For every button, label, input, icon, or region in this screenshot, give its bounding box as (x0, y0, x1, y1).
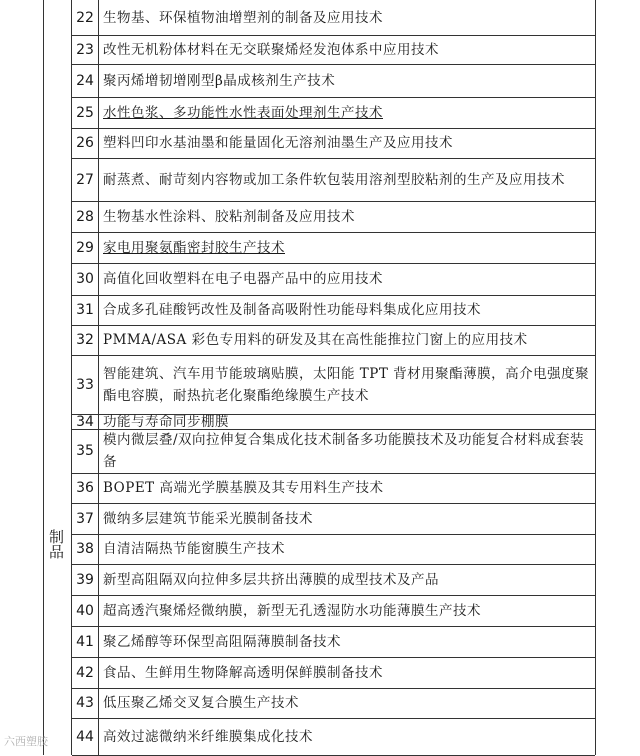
table-row (72, 158, 595, 202)
row-text-cell (99, 295, 595, 325)
table-row (72, 295, 595, 326)
row-text: 改性无机粉体材料在无交联聚烯烃发泡体系中应用技术 (103, 41, 439, 58)
table-row (72, 201, 595, 233)
row-number: 23 (72, 35, 99, 64)
row-text: 合成多孔硅酸钙改性及制备高吸附性功能母料集成化应用技术 (103, 302, 481, 318)
row-number: 43 (72, 688, 99, 718)
row-number: 34 (72, 414, 99, 429)
category-label: 制品 (47, 529, 65, 559)
row-text-cell (99, 503, 595, 534)
row-text-cell (99, 473, 595, 503)
row-text-cell (99, 414, 595, 429)
row-text-cell (99, 657, 595, 688)
table-row (72, 325, 595, 356)
table-row (72, 232, 595, 264)
table-row (72, 595, 595, 627)
row-text: 新型高阻隔双向拉伸多层共挤出薄膜的成型技术及产品 (103, 571, 439, 588)
row-text: 自清洁隔热节能窗膜生产技术 (103, 541, 285, 557)
row-number: 37 (72, 503, 99, 534)
row-text: 聚乙烯醇等环保型高阻隔薄膜制备技术 (103, 633, 341, 650)
row-number: 41 (72, 626, 99, 657)
row-text-cell (99, 232, 595, 263)
table-row (72, 657, 595, 689)
row-number: 29 (72, 232, 99, 263)
table-row (72, 97, 595, 129)
row-text: 高效过滤微纳米纤维膜集成化技术 (103, 728, 313, 745)
row-number: 33 (72, 355, 99, 414)
row-number: 35 (72, 429, 99, 473)
row-text-cell (99, 688, 595, 718)
row-text-cell (99, 263, 595, 295)
row-text: 耐蒸煮、耐苛刻内容物或加工条件软包装用溶剂型胶粘剂的生产及应用技术 (103, 171, 565, 188)
row-text-cell (99, 429, 595, 473)
row-text: 生物基、环保植物油增塑剂的制备及应用技术 (103, 9, 383, 26)
row-text-cell (99, 718, 595, 755)
row-text: 家电用聚氨酯密封胶生产技术 (103, 239, 285, 256)
row-text-cell (99, 64, 595, 97)
row-text-cell (99, 201, 595, 232)
table-row (72, 626, 595, 658)
row-text: 高值化回收塑料在电子电器产品中的应用技术 (103, 271, 383, 287)
table-row (72, 534, 595, 565)
row-number: 40 (72, 595, 99, 626)
row-number: 42 (72, 657, 99, 688)
row-text-cell (99, 325, 595, 355)
row-number: 28 (72, 201, 99, 232)
row-text: 模内微层叠/双向拉伸复合集成化技术制备多功能膜技术及功能复合材料成套装备 (103, 432, 585, 470)
table-row (72, 718, 595, 756)
row-number: 32 (72, 325, 99, 355)
table-row (72, 414, 595, 430)
row-text-cell (99, 564, 595, 595)
row-text: 水性色浆、多功能性水性表面处理剂生产技术 (103, 104, 383, 121)
table-row (72, 429, 595, 474)
row-text: 生物基水性涂料、胶粘剂制备及应用技术 (103, 208, 355, 225)
table-row (72, 263, 595, 296)
row-number: 24 (72, 64, 99, 97)
row-text-cell (99, 534, 595, 564)
table (43, 0, 596, 755)
row-text: 超高透汽聚烯烃微纳膜，新型无孔透湿防水功能薄膜生产技术 (103, 602, 481, 619)
category-column (44, 0, 72, 755)
table-row (72, 503, 595, 535)
row-number: 44 (72, 718, 99, 755)
row-text: 低压聚乙烯交叉复合膜生产技术 (103, 695, 299, 711)
table-row (72, 564, 595, 596)
row-number: 36 (72, 473, 99, 503)
row-text: 功能与寿命同步棚膜 (103, 413, 229, 430)
row-number: 30 (72, 263, 99, 295)
table-row (72, 128, 595, 159)
row-text: 食品、生鲜用生物降解高透明保鲜膜制备技术 (103, 664, 383, 681)
row-number: 38 (72, 534, 99, 564)
row-number: 39 (72, 564, 99, 595)
row-text-cell (99, 158, 595, 201)
watermark: 六西塑胶 (4, 735, 48, 748)
table-row (72, 688, 595, 719)
table-row (72, 0, 595, 36)
table-row (72, 35, 595, 65)
row-number: 22 (72, 0, 99, 35)
row-text: BOPET 高端光学膜基膜及其专用料生产技术 (103, 480, 384, 496)
row-text-cell (99, 97, 595, 128)
row-text: 聚丙烯增韧增刚型β晶成核剂生产技术 (103, 72, 336, 89)
row-text-cell (99, 35, 595, 64)
row-text: 微纳多层建筑节能采光膜制备技术 (103, 510, 313, 527)
row-text: PMMA/ASA 彩色专用料的研发及其在高性能推拉门窗上的应用技术 (103, 332, 528, 348)
row-number: 31 (72, 295, 99, 325)
row-text-cell (99, 595, 595, 626)
table-row (72, 64, 595, 98)
row-text: 塑料凹印水基油墨和能量固化无溶剂油墨生产及应用技术 (103, 135, 453, 151)
row-text: 智能建筑、汽车用节能玻璃贴膜，太阳能 TPT 背材用聚酯薄膜，高介电强度聚酯电容膜，耐热抗老化聚酯绝缘膜生产技术 (103, 365, 590, 404)
table-row (72, 355, 595, 415)
row-number: 27 (72, 158, 99, 201)
row-text-cell (99, 626, 595, 657)
row-text-cell (99, 355, 595, 414)
table-row (72, 473, 595, 504)
row-number: 26 (72, 128, 99, 158)
row-number: 25 (72, 97, 99, 128)
row-text-cell (99, 128, 595, 158)
row-text-cell (99, 0, 595, 35)
